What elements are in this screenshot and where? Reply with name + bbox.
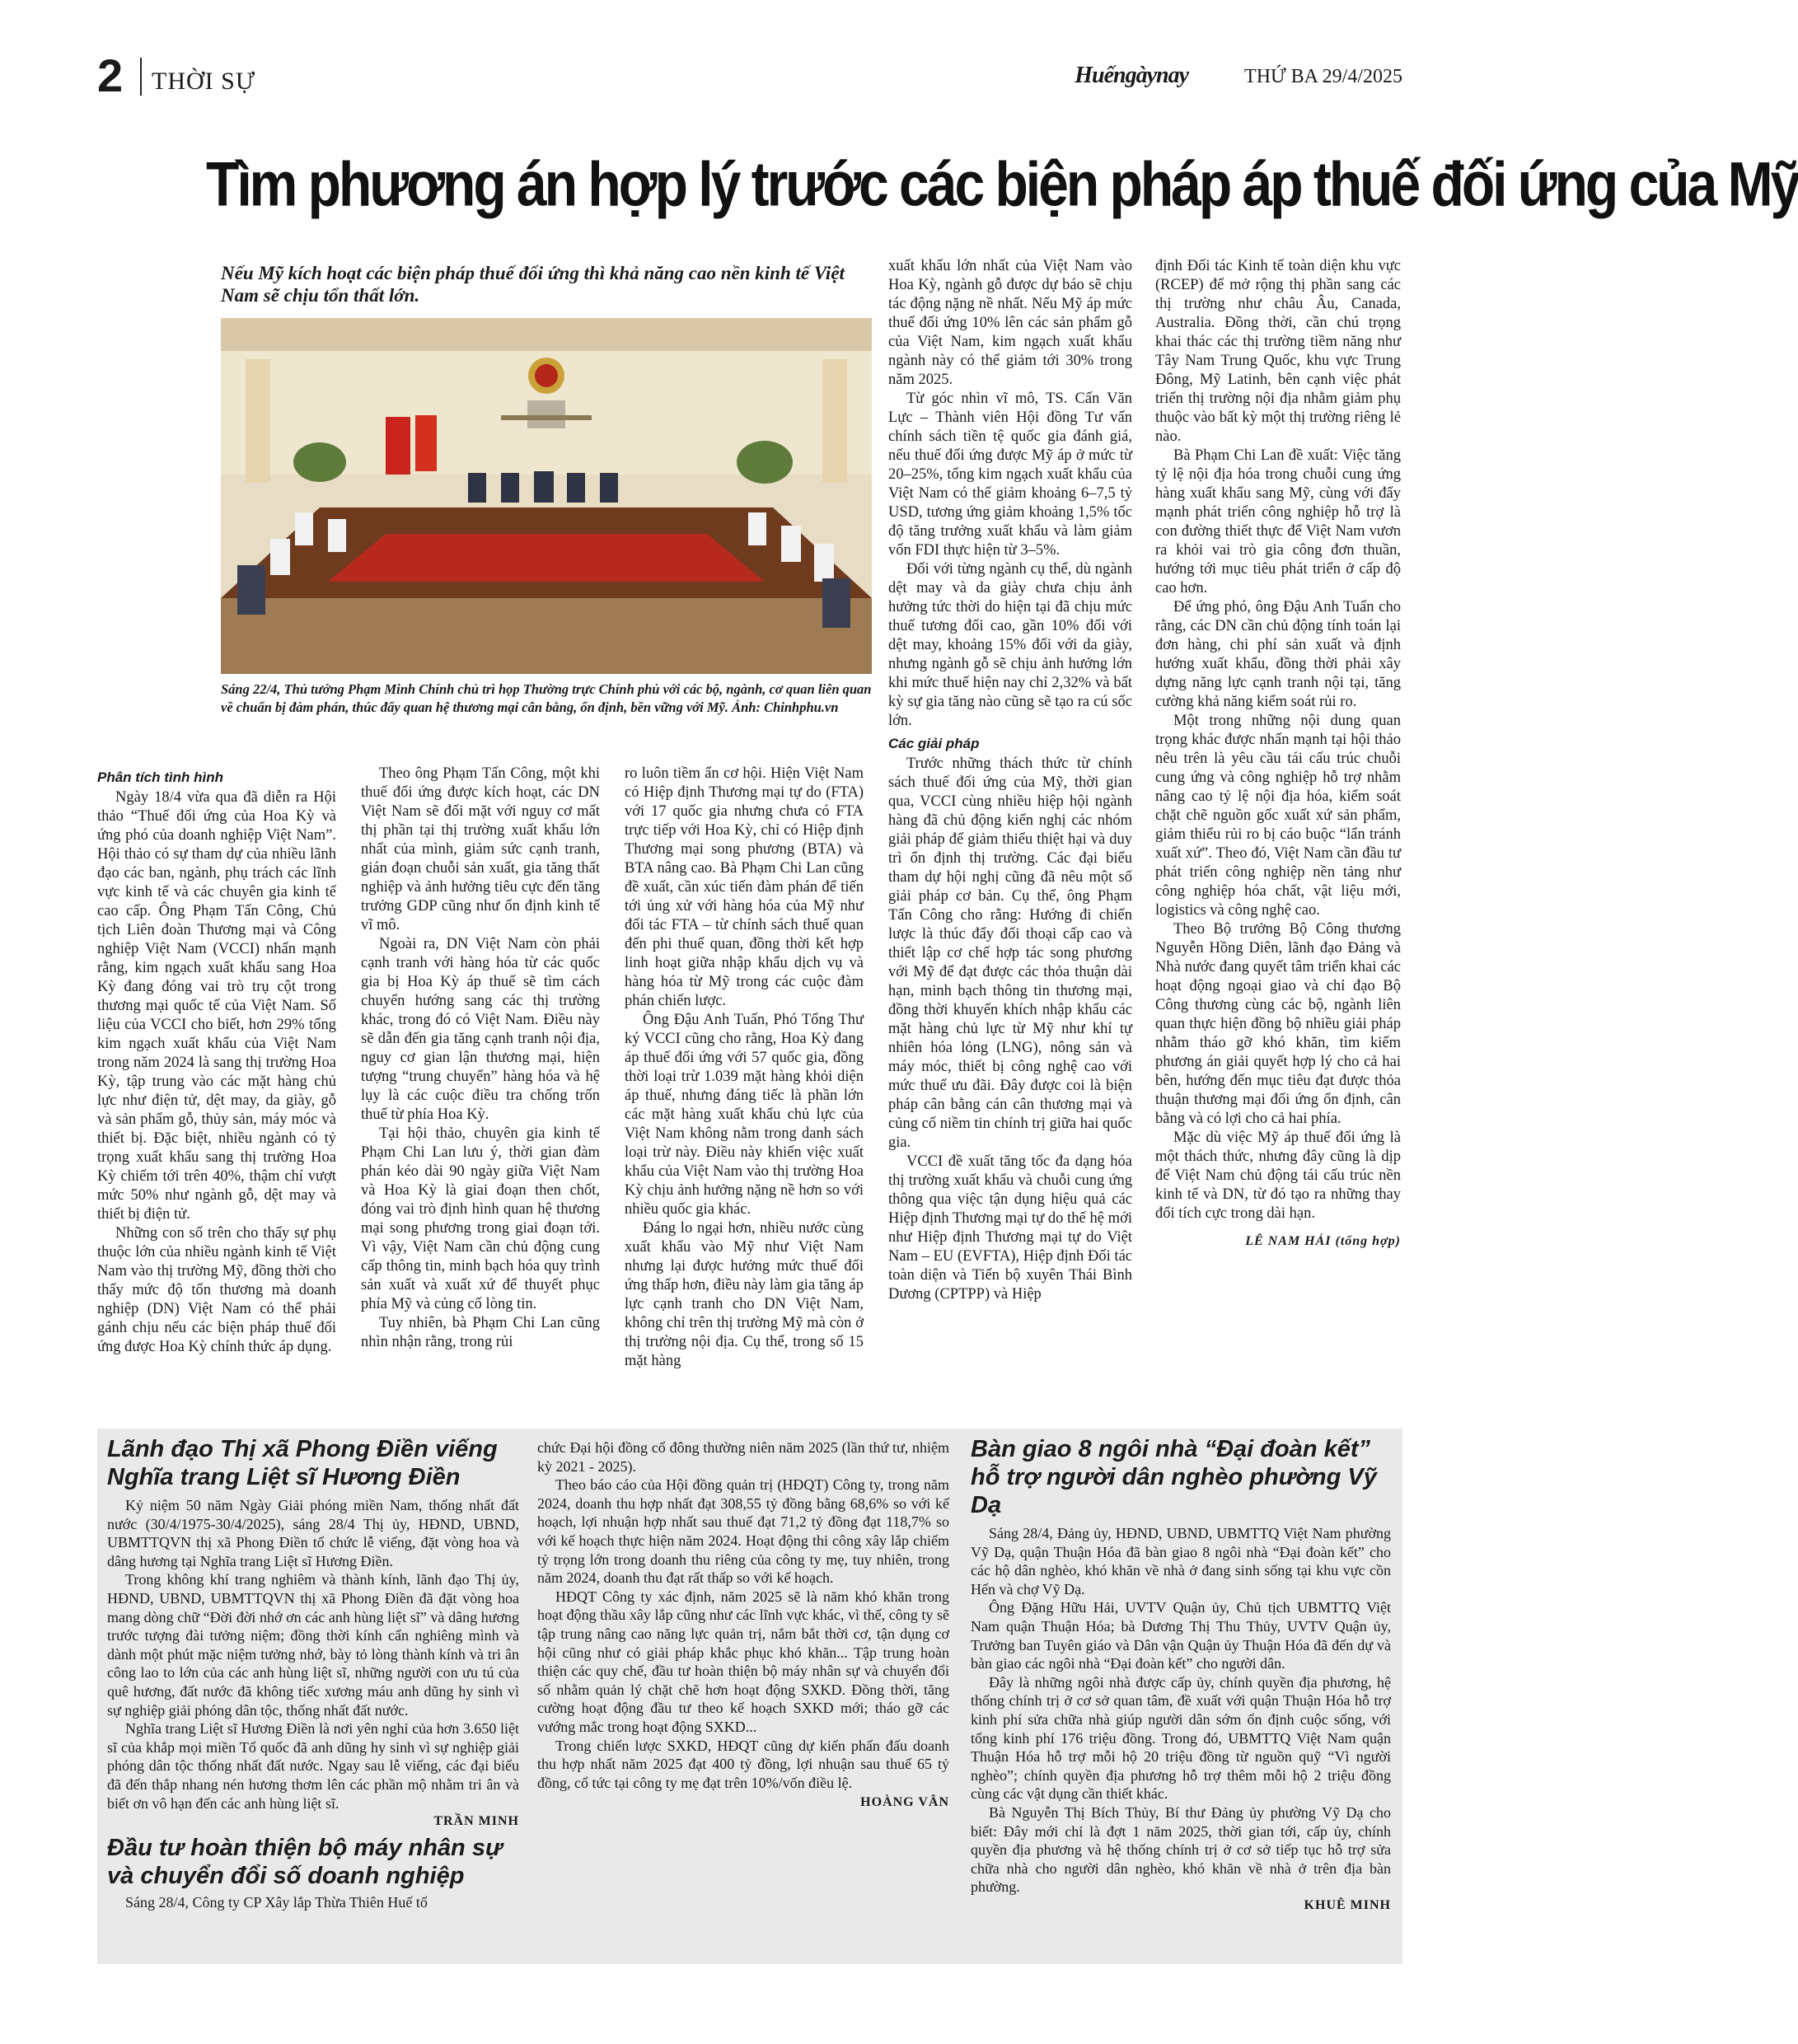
paragraph: Nghĩa trang Liệt sĩ Hương Điền là nơi yên nghỉ của hơn 3.650 liệt sĩ của khắp mọi miền Tổ quốc đã anh dũng hy sinh vì sự nghiệp giải phóng dân tộc thống nhất đất nước. Ngay sau lễ viếng, các đại biểu đã đến thắp nhang nén hương thơm lên các phần mộ nhằm tri ân và biết ơn vô hạn đến các anh hùng liệt sĩ. [107, 1720, 519, 1812]
subhead-analysis: Phân tích tình hình [97, 769, 223, 785]
paragraph: Trong không khí trang nghiêm và thành kính, lãnh đạo Thị ủy, HĐND, UBND, UBMTTQVN thị xã Phong Điền đã đặt vòng hoa mang dòng chữ “Đời đời nhớ ơn các anh hùng liệt sĩ” và dâng hương trước tượng đài tưởng niệm; đồng thời kính cẩn nghiêng mình và dành một phút mặc niệm tưởng nhớ, bày tỏ lòng thành kính và tri ân công lao to lớn của các anh hùng liệt sĩ, những người con ưu tú của quê hương, đất nước đã không tiếc xương máu anh dũng hy sinh vì sự nghiệp giải phóng dân tộc, thống nhất đất nước. [107, 1571, 519, 1719]
news-title: Lãnh đạo Thị xã Phong Điền viếng Nghĩa trang Liệt sĩ Hương Điền [107, 1436, 498, 1490]
paragraph: Ngày 18/4 vừa qua đã diễn ra Hội thảo “Thuế đối ứng của Hoa Kỳ và ứng phó của doanh nghiệp Việt Nam”. Hội thảo có sự tham dự của nhiều lãnh đạo các ban, ngành, phụ trách các lĩnh vực kinh tế và các chuyên gia kinh tế cao cấp. Ông Phạm Tấn Công, Chủ tịch Liên đoàn Thương mại và Công nghiệp Việt Nam (VCCI) nhấn mạnh rằng, kim ngạch xuất khẩu sang Hoa Kỳ đang đóng vai trò trụ cột trong thương mại quốc tế của Việt Nam. Số liệu của VCCI cho biết, hơn 29% tổng kim ngạch xuất khẩu của Việt Nam trong năm 2024 là sang thị trường Hoa Kỳ, tập trung vào các mặt hàng chủ lực như điện tử, dệt may, da giày, gỗ và sản phẩm gỗ, thủy sản, máy móc và thiết bị. Đặc biệt, nhiều ngành có tỷ trọng xuất khẩu sang thị trường Hoa Kỳ chiếm tới trên 40%, thậm chí vượt mức 50% như ngành gỗ, dệt may và thiết bị điện tử. [97, 789, 336, 1223]
paragraph: Một trong những nội dung quan trọng khác được nhấn mạnh tại hội thảo nêu trên là yêu cầu tái cấu trúc chuỗi cung ứng và công nghiệp hỗ trợ nhằm nâng cao tỷ lệ nội địa hóa, kiểm soát chặt chẽ nguồn gốc xuất xứ sản phẩm, giảm thiểu rủi ro bị cáo buộc “lẩn tránh xuất xứ”. Theo đó, Việt Nam cần đầu tư phát triển công nghiệp nền tảng như công nghiệp hóa chất, vật liệu mới, logistics và công nghệ cao. [1155, 713, 1401, 919]
paragraph: ro luôn tiềm ẩn cơ hội. Hiện Việt Nam có Hiệp định Thương mại tự do (FTA) với 17 quốc gia nhưng chưa có FTA trực tiếp với Hoa Kỳ, chỉ có Hiệp định Thương mại song phương (BTA) và BTA nâng cao. Bà Phạm Chi Lan cũng đề xuất, cần xúc tiến đàm phán để tiến tới ủng xử với hàng hóa của Mỹ như đối tác FTA – từ chính sách thuế quan đến phi thuế quan, đồng thời kết hợp linh hoạt giữa nhập khẩu dịch vụ và hàng hóa từ Mỹ trong các cuộc đàm phán chiến lược. [625, 765, 864, 1009]
paragraph: Những con số trên cho thấy sự phụ thuộc lớn của nhiều ngành kinh tế Việt Nam vào thị trường Mỹ, đồng thời cho thấy mức độ tổn thương mà doanh nghiệp (DN) Việt Nam có thể phải gánh chịu nếu các biện pháp thuế đối ứng được Hoa Kỳ chính thức áp dụng. [97, 1225, 336, 1355]
section-label: THỜI SỰ [152, 68, 256, 95]
news-item-phong-dien [107, 1435, 519, 1912]
subhead-solutions: Các giải pháp [888, 736, 980, 751]
paragraph: Theo Bộ trưởng Bộ Công thương Nguyễn Hồng Diên, lãnh đạo Đảng và Nhà nước đang quyết tâm triển khai các hoạt động ngoại giao và chỉ đạo Bộ Công thương cùng các bộ, ngành liên quan thực hiện đồng bộ nhiều giải pháp nhằm tháo gỡ khó khăn, tìm kiếm phương án giải quyết hợp lý cho cả hai bên, hướng đến mục tiêu đạt được thỏa thuận thương mại đối ứng ổn định, cân bằng và có lợi cho cả hai phía. [1155, 921, 1401, 1127]
paragraph: Ông Đặng Hữu Hải, UVTV Quận ủy, Chủ tịch UBMTTQ Việt Nam quận Thuận Hóa; bà Dương Thị Thu Thủy, UVTV Quận ủy, Trưởng ban Tuyên giáo và Dân vận Quận ủy Thuận Hóa đã đến dự và bàn giao các ngôi nhà “Đại đoàn kết” cho người dân. [971, 1599, 1391, 1672]
meeting-photo-image [221, 318, 872, 674]
paragraph: Ngoài ra, DN Việt Nam còn phải cạnh tranh với hàng hóa từ các quốc gia bị Hoa Kỳ áp thuế sẽ tìm cách chuyển hướng sang các thị trường khác, trong đó có Việt Nam. Điều này sẽ dẫn đến gia tăng cạnh tranh nội địa, nguy cơ gian lận thương mại, hiện tượng “trung chuyển” hàng hóa và hệ lụy là các cuộc điều tra chống trốn thuế từ phía Hoa Kỳ. [361, 936, 600, 1123]
article-column-1 [97, 765, 336, 1357]
paragraph: Sáng 28/4, Công ty CP Xây lắp Thừa Thiên Huế tổ [125, 1894, 428, 1911]
news-item-vy-da [971, 1435, 1391, 1913]
article-column-3 [625, 765, 864, 1371]
paragraph: Mặc dù việc Mỹ áp thuế đối ứng là một thách thức, nhưng đây cũng là dịp để Việt Nam chủ động tái cấu trúc nền kinh tế và DN, từ đó tạo ra những thay đổi tích cực trong dài hạn. [1155, 1130, 1401, 1222]
header-divider [140, 58, 142, 96]
paragraph: Đối với từng ngành cụ thể, dù ngành dệt may và da giày chưa chịu ảnh hưởng tức thời do hiện tại đã chịu mức thuế tương đối cao, gần 10% đối với dệt may, khoảng 15% đối với da giày, nhưng ngành gỗ sẽ chịu ảnh hưởng lớn khi mức thuế hiện nay chỉ 2,32% và bất kỳ sự gia tăng nào cũng sẽ tạo ra cú sốc lớn. [888, 561, 1132, 729]
paragraph: Đây là những ngôi nhà được cấp ủy, chính quyền địa phương, hệ thống chính trị ở cơ sở quan tâm, đề xuất với quận Thuận Hóa hỗ trợ kinh phí sửa chữa nhà giúp người dân sớm ổn định cuộc sống, với tổng kinh phí 176 triệu đồng. Trong đó, UBMTTQ Việt Nam quận Thuận Hóa hỗ trợ mỗi hộ 20 triệu đồng từ nguồn quỹ “Vì người nghèo”; chính quyền địa phương hỗ trợ thêm mỗi hộ 2 triệu đồng cùng các vật dụng cần thiết khác. [971, 1673, 1391, 1803]
masthead-logo: Huếngàynay [1075, 63, 1188, 88]
paragraph: Sáng 28/4, Đảng ủy, HĐND, UBND, UBMTTQ Việt Nam phường Vỹ Dạ, quận Thuận Hóa đã bàn giao 8 ngôi nhà “Đại đoàn kết” cho các hộ dân nghèo, khó khăn về nhà ở đang sinh sống tại khu vực cồn Hến và chợ Vỹ Dạ. [971, 1525, 1391, 1597]
sapo: Nếu Mỹ kích hoạt các biện pháp thuế đối ứng thì khả năng cao nền kinh tế Việt Nam sẽ chịu tổn thất lớn. [221, 263, 845, 306]
paragraph: Kỷ niệm 50 năm Ngày Giải phóng miền Nam, thống nhất đất nước (30/4/1975-30/4/2025), sáng 28/4 Thị ủy, HĐND, UBND, UBMTTQVN thị xã Phong Điền tổ chức lễ viếng, đặt vòng hoa và dâng hương tại Nghĩa trang Liệt sĩ Hương Điền. [107, 1497, 519, 1569]
paragraph: Bà Nguyễn Thị Bích Thủy, Bí thư Đảng ủy phường Vỹ Dạ cho biết: Đây mới chỉ là đợt 1 năm 2025, thời gian tới, cấp ủy, chính quyền địa phương và hệ thống chính trị ở cơ sở tiếp tục hỗ trợ sửa chữa nhà cho người dân nghèo, khó khăn về nhà ở trên địa bàn phường. [971, 1803, 1391, 1896]
paragraph: định Đối tác Kinh tế toàn diện khu vực (RCEP) để mở rộng thị phần sang các thị trường như châu Âu, Canada, Australia. Đồng thời, cần chú trọng khai thác các thị trường tiềm năng như Tây Nam Trung Quốc, khu vực Trung Đông, Mỹ Latinh, bên cạnh việc phát triển thị trường nội địa nhằm giảm phụ thuộc vào bất kỳ một thị trường riêng lẻ nào. [1155, 258, 1401, 445]
paragraph: Để ứng phó, ông Đậu Anh Tuấn cho rằng, các DN cần chủ động tính toán lại đơn hàng, chi phí sản xuất và định hướng xuất khẩu, đồng thời phải xây dựng năng lực cạnh tranh nội tại, tăng cường khả năng kiểm soát rủi ro. [1155, 599, 1401, 710]
paragraph: Từ góc nhìn vĩ mô, TS. Cấn Văn Lực – Thành viên Hội đồng Tư vấn chính sách tiền tệ quốc gia đánh giá, nếu thuế đối ứng được Mỹ áp ở mức từ 20–25%, tổng kim ngạch xuất khẩu của Việt Nam có thể giảm khoảng 6–7,5 tỷ USD, tương ứng giảm khoảng 1,5% tốc độ tăng trưởng xuất khẩu và làm giảm vốn FDI thực hiện từ 3–5%. [888, 391, 1132, 559]
article-column-2 [361, 765, 600, 1352]
paragraph: HĐQT Công ty xác định, năm 2025 sẽ là năm khó khăn trong hoạt động thầu xây lắp cũng như các lĩnh vực khác, vì thế, công ty sẽ tập trung nâng cao năng lực quản trị, nắm bắt thời cơ, tận dụng cơ hội cũng như có giải pháp khắc phục khó khăn... Tập trung hoàn thiện các quy chế, đầu tư hoàn thiện bộ máy nhân sự và chuyển đổi số nhằm quản lý chặt chẽ hơn hoạt động SXKD. Đồng thời, tăng cường hoạt động đầu tư theo kế hoạch SXKD mới; tháo gỡ các vướng mắc trong hoạt động SXKD... [537, 1588, 949, 1735]
paragraph: Bà Phạm Chi Lan đề xuất: Việc tăng tỷ lệ nội địa hóa trong chuỗi cung ứng hàng xuất khẩu sang Mỹ, cùng với đẩy mạnh phát triển công nghiệp hỗ trợ là con đường thiết thực để Việt Nam vươn ra khỏi vai trò gia công đơn thuần, hướng tới mục tiêu phát triển ở cấp độ cao hơn. [1155, 447, 1401, 596]
paragraph: Theo ông Phạm Tấn Công, một khi thuế đối ứng được kích hoạt, các DN Việt Nam sẽ đối mặt với nguy cơ mất thị phần tại thị trường xuất khẩu lớn nhất của mình, giảm sức cạnh tranh, gián đoạn chuỗi sản xuất, gia tăng thất nghiệp và ảnh hưởng tiêu cực đến tăng trưởng GDP cũng như ổn định kinh tế vĩ mô. [361, 765, 600, 933]
news-byline: KHUÊ MINH [1304, 1897, 1391, 1912]
article-column-4 [888, 257, 1132, 1304]
news-byline: TRẦN MINH [433, 1814, 519, 1829]
news-title: Đầu tư hoàn thiện bộ máy nhân sự và chuyển đổi số doanh nghiệp [107, 1835, 503, 1890]
article-column-5 [1155, 257, 1401, 1251]
news-byline: HOÀNG VÂN [860, 1795, 949, 1810]
paragraph: chức Đại hội đồng cổ đông thường niên năm 2025 (lần thứ tư, nhiệm kỳ 2021 - 2025). [537, 1439, 949, 1475]
paragraph: Ông Đậu Anh Tuấn, Phó Tổng Thư ký VCCI cũng cho rằng, Hoa Kỳ đang áp thuế đối ứng với 57 quốc gia, đồng thời loại trừ 1.039 mặt hàng khỏi diện áp thuế, nhưng đáng tiếc là phần lớn các mặt hàng xuất khẩu chủ lực của Việt Nam không nằm trong danh sách loại trừ này. Điều này khiến việc xuất khẩu của Việt Nam vào thị trường Hoa Kỳ chịu ảnh hưởng nặng nề hơn so với nhiều quốc gia khác. [625, 1012, 864, 1218]
headline: Tìm phương án hợp lý trước các biện pháp áp thuế đối ứng của Mỹ [206, 148, 1798, 219]
news-item-xay-lap [537, 1438, 949, 1812]
paragraph: VCCI đề xuất tăng tốc đa dạng hóa thị trường xuất khẩu và chuỗi cung ứng thông qua việc tận dụng hiệu quả các Hiệp định Thương mại tự do thế hệ mới như Hiệp định Thương mại tự do Việt Nam – EU (EVFTA), Hiệp định Đối tác toàn diện và Tiến bộ xuyên Thái Bình Dương (CPTPP) và Hiệp [888, 1153, 1132, 1303]
photo-caption: Sáng 22/4, Thủ tướng Phạm Minh Chính chủ trì họp Thường trực Chính phủ với các bộ, ngành, cơ quan liên quan về chuẩn bị đàm phán, thúc đẩy quan hệ thương mại cân bằng, ổn định, bền vững với Mỹ. Ảnh: Chinhphu.vn [221, 681, 872, 715]
page-number: 2 [97, 49, 124, 101]
paragraph: Trong chiến lược SXKD, HĐQT cũng dự kiến phấn đấu doanh thu hợp nhất năm 2025 đạt 400 tỷ đồng, lợi nhuận sau thuế 65 tỷ đồng, cổ tức tại công ty mẹ đạt trên 10%/vốn điều lệ. [537, 1737, 949, 1791]
meeting-photo [221, 318, 872, 674]
paragraph: Tuy nhiên, bà Phạm Chi Lan cũng nhìn nhận rằng, trong rủi [361, 1315, 600, 1350]
news-title: Bàn giao 8 ngôi nhà “Đại đoàn kết” hỗ trợ người dân nghèo phường Vỹ Dạ [971, 1436, 1377, 1518]
paragraph: Trước những thách thức từ chính sách thuế đối ứng của Mỹ, thời gian qua, VCCI cùng nhiều hiệp hội ngành hàng đã chủ động kiến nghị các nhóm giải pháp để giảm thiểu thiệt hại và duy trì ổn định thị trường. Các đại biểu tham dự hội nghị cũng đã nêu một số giải pháp cơ bản. Cụ thể, ông Phạm Tấn Công cho rằng: Hướng đi chiến lược là thúc đẩy đối thoại cấp cao và thiết lập cơ chế hợp tác song phương với Mỹ để đạt được các thỏa thuận dài hạn, minh bạch thông tin thương mại, đồng thời khuyến khích nhập khẩu các mặt hàng chủ lực từ Mỹ như khí tự nhiên hóa lỏng (LNG), nông sản và máy móc, thiết bị công nghệ cao với mức thuế ưu đãi. Đây được coi là biện pháp cân bằng cán cân thương mại và củng cố niềm tin chính trị giữa hai quốc gia. [888, 755, 1132, 1151]
paragraph: xuất khẩu lớn nhất của Việt Nam vào Hoa Kỳ, ngành gỗ được dự báo sẽ chịu tác động nặng nề nhất. Nếu Mỹ áp mức thuế đối ứng 10% lên các sản phẩm gỗ của Việt Nam, kim ngạch xuất khẩu ngành này có thể giảm tới 30% trong năm 2025. [888, 258, 1132, 388]
paragraph: Theo báo cáo của Hội đồng quản trị (HĐQT) Công ty, trong năm 2024, doanh thu hợp nhất đạt 308,55 tỷ đồng bằng 68,6% so với kế hoạch, lợi nhuận hợp nhất sau thuế đạt 71,2 tỷ đồng đạt 118,7% so với kế hoạch thực hiện năm 2024. Hoạt động thi công xây lắp chiếm tỷ trọng lớn trong doanh thu riêng của công ty mẹ, tuy nhiên, trong năm 2024, doanh thu đạt rất thấp so với kế hoạch. [537, 1476, 949, 1587]
page-header [97, 51, 1402, 102]
issue-date: THỨ BA 29/4/2025 [1244, 66, 1402, 87]
article-byline: LÊ NAM HẢI (tổng hợp) [1245, 1234, 1401, 1248]
paragraph: Đáng lo ngại hơn, nhiều nước cùng xuất khẩu vào Mỹ như Việt Nam nhưng lại được hưởng mức thuế đối ứng thấp hơn, điều này làm gia tăng áp lực cạnh tranh cho DN Việt Nam, không chỉ trên thị trường Mỹ mà còn ở thị trường nội địa. Cụ thể, trong số 15 mặt hàng [625, 1220, 864, 1369]
paragraph: Tại hội thảo, chuyên gia kinh tế Phạm Chi Lan lưu ý, thời gian đàm phán kéo dài 90 ngày giữa Việt Nam và Hoa Kỳ là giai đoạn then chốt, đóng vai trò định hình quan hệ thương mại song phương trong giai đoạn tới. Vì vậy, Việt Nam cần chủ động cung cấp thông tin, minh bạch hóa quy trình sản xuất và xuất xứ để thuyết phục phía Mỹ và củng cố lòng tin. [361, 1125, 600, 1312]
